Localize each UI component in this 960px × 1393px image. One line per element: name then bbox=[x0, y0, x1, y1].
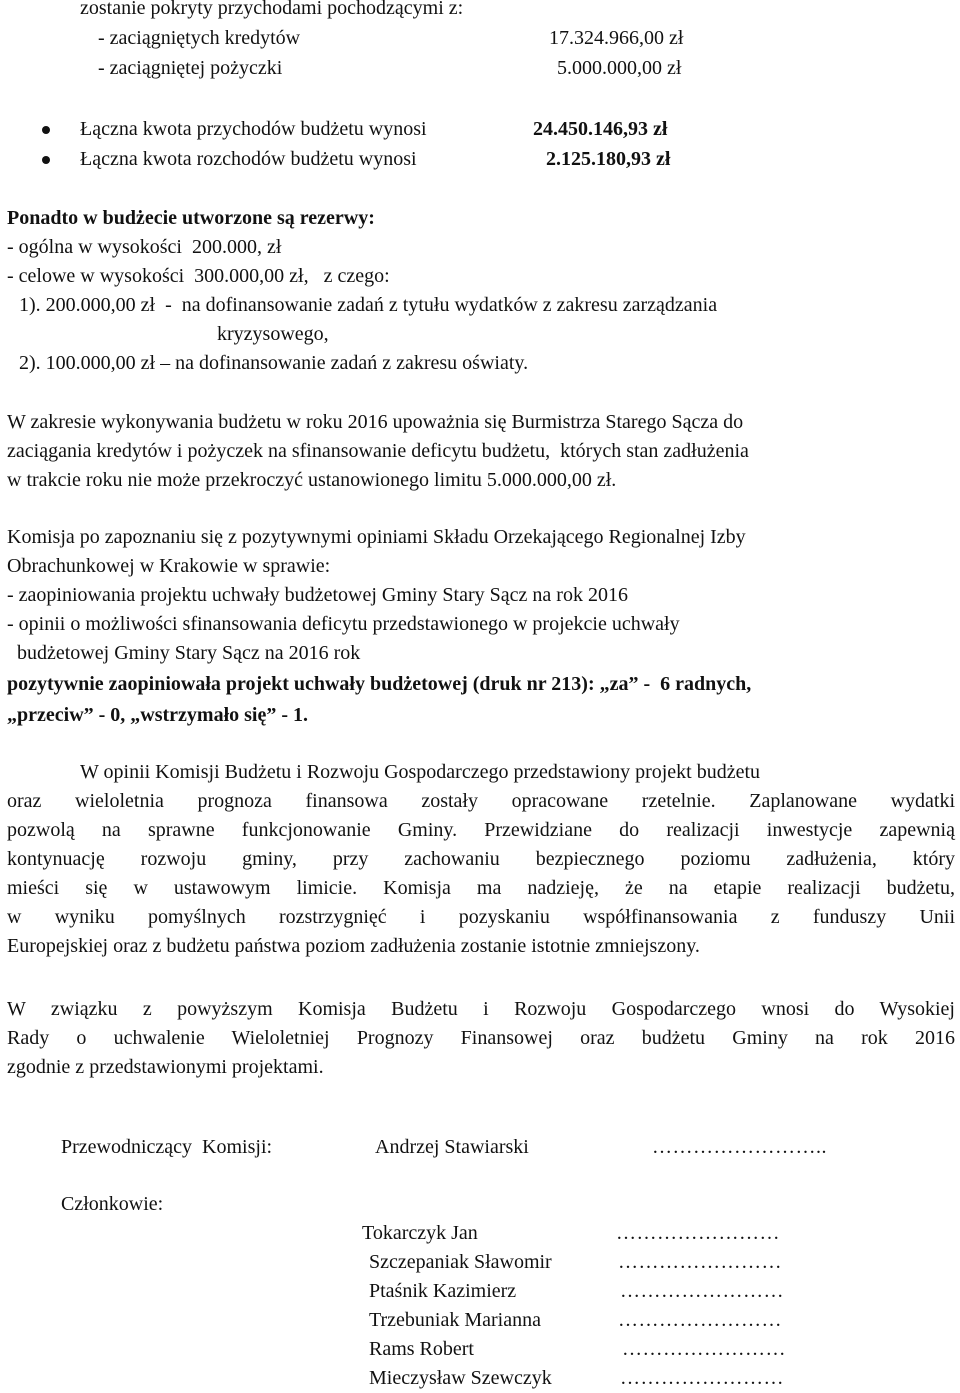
opinion-line: pozwolą na sprawne funkcjonowanie Gminy. Przewidziane do realizacji inwestycje zapewnią bbox=[7, 819, 955, 841]
reserves-general: - ogólna w wysokości 200.000, zł bbox=[7, 236, 282, 258]
total-income-label: Łączna kwota przychodów budżetu wynosi bbox=[80, 118, 427, 140]
reserves-targeted: - celowe w wysokości 300.000,00 zł, z czego: bbox=[7, 265, 390, 287]
signature-line: …………………… bbox=[616, 1222, 780, 1244]
member-name: Tokarczyk Jan bbox=[362, 1222, 478, 1244]
reserves-item-2: 2). 100.000,00 zł – na dofinansowanie zadań z zakresu oświaty. bbox=[19, 352, 529, 374]
signature-line: …………………… bbox=[618, 1309, 782, 1331]
authorization-line: w trakcie roku nie może przekroczyć ustanowionego limitu 5.000.000,00 zł. bbox=[7, 469, 617, 491]
chair-name: Andrzej Stawiarski bbox=[375, 1136, 529, 1158]
coverage-borrowing-amount: 5.000.000,00 zł bbox=[557, 57, 682, 79]
vote-result-cont: „przeciw” - 0, „wstrzymało się” - 1. bbox=[7, 704, 309, 726]
coverage-borrowing-label: - zaciągniętej pożyczki bbox=[98, 57, 283, 79]
opinion-line: oraz wieloletnia prognoza finansowa zostały opracowane rzetelnie. Zaplanowane wydatki bbox=[7, 790, 955, 812]
total-expenses-amount: 2.125.180,93 zł bbox=[546, 148, 671, 170]
commission-line: budżetowej Gminy Stary Sącz na 2016 rok bbox=[7, 642, 361, 664]
commission-line: - zaopiniowania projektu uchwały budżetowej Gminy Stary Sącz na rok 2016 bbox=[7, 584, 628, 606]
total-expenses-label: Łączna kwota rozchodów budżetu wynosi bbox=[80, 148, 417, 170]
authorization-line: zaciągania kredytów i pożyczek na sfinansowanie deficytu budżetu, których stan zadłużenia bbox=[7, 440, 749, 462]
coverage-loans-amount: 17.324.966,00 zł bbox=[549, 27, 684, 49]
opinion-line: mieści się w ustawowym limicie. Komisja ma nadzieję, że na etapie realizacji budżetu, bbox=[7, 877, 955, 899]
signature-line: …………………… bbox=[620, 1280, 784, 1302]
chair-label: Przewodniczący Komisji: bbox=[61, 1136, 273, 1158]
opinion-line: kontynuację rozwoju gminy, przy zachowaniu bezpiecznego poziomu zadłużenia, który bbox=[7, 848, 955, 870]
member-name: Ptaśnik Kazimierz bbox=[369, 1280, 517, 1302]
coverage-intro: zostanie pokryty przychodami pochodzącymi z: bbox=[80, 0, 464, 19]
member-name: Szczepaniak Sławomir bbox=[369, 1251, 552, 1273]
member-name: Trzebuniak Marianna bbox=[369, 1309, 541, 1331]
total-income-amount: 24.450.146,93 zł bbox=[533, 118, 668, 140]
motion-line: zgodnie z przedstawionymi projektami. bbox=[7, 1056, 324, 1078]
reserves-heading: Ponadto w budżecie utworzone są rezerwy: bbox=[7, 207, 375, 229]
coverage-loans-label: - zaciągniętych kredytów bbox=[98, 27, 301, 49]
motion-line: W związku z powyższym Komisja Budżetu i Rozwoju Gospodarczego wnosi do Wysokiej bbox=[7, 998, 955, 1020]
commission-line: Obrachunkowej w Krakowie w sprawie: bbox=[7, 555, 331, 577]
opinion-line: w wyniku pomyślnych rozstrzygnięć i pozyskaniu współfinansowania z funduszy Unii bbox=[7, 906, 955, 928]
authorization-line: W zakresie wykonywania budżetu w roku 2016 upoważnia się Burmistrza Starego Sącza do bbox=[7, 411, 744, 433]
reserves-item-1: 1). 200.000,00 zł - na dofinansowanie zadań z tytułu wydatków z zakresu zarządzania bbox=[19, 294, 718, 316]
vote-result: pozytywnie zaopiniowała projekt uchwały budżetowej (druk nr 213): „za” - 6 radnych, bbox=[7, 673, 752, 695]
signature-line: …………………….. bbox=[652, 1136, 827, 1158]
signature-line: …………………… bbox=[620, 1367, 784, 1389]
opinion-line: W opinii Komisji Budżetu i Rozwoju Gospodarczego przedstawiony projekt budżetu bbox=[80, 761, 761, 783]
members-label: Członkowie: bbox=[61, 1193, 164, 1215]
bullet-icon bbox=[42, 156, 50, 164]
signature-line: …………………… bbox=[618, 1251, 782, 1273]
signature-line: …………………… bbox=[622, 1338, 786, 1360]
motion-line: Rady o uchwalenie Wieloletniej Prognozy Finansowej oraz budżetu Gminy na rok 2016 bbox=[7, 1027, 955, 1049]
member-name: Rams Robert bbox=[369, 1338, 474, 1360]
member-name: Mieczysław Szewczyk bbox=[369, 1367, 552, 1389]
commission-line: - opinii o możliwości sfinansowania deficytu przedstawionego w projekcie uchwały bbox=[7, 613, 680, 635]
commission-line: Komisja po zapoznaniu się z pozytywnymi opiniami Składu Orzekającego Regionalnej Izby bbox=[7, 526, 746, 548]
bullet-icon bbox=[42, 126, 50, 134]
reserves-item-1-cont: kryzysowego, bbox=[217, 323, 329, 345]
opinion-line: Europejskiej oraz z budżetu państwa poziom zadłużenia zostanie istotnie zmniejszony. bbox=[7, 935, 700, 957]
